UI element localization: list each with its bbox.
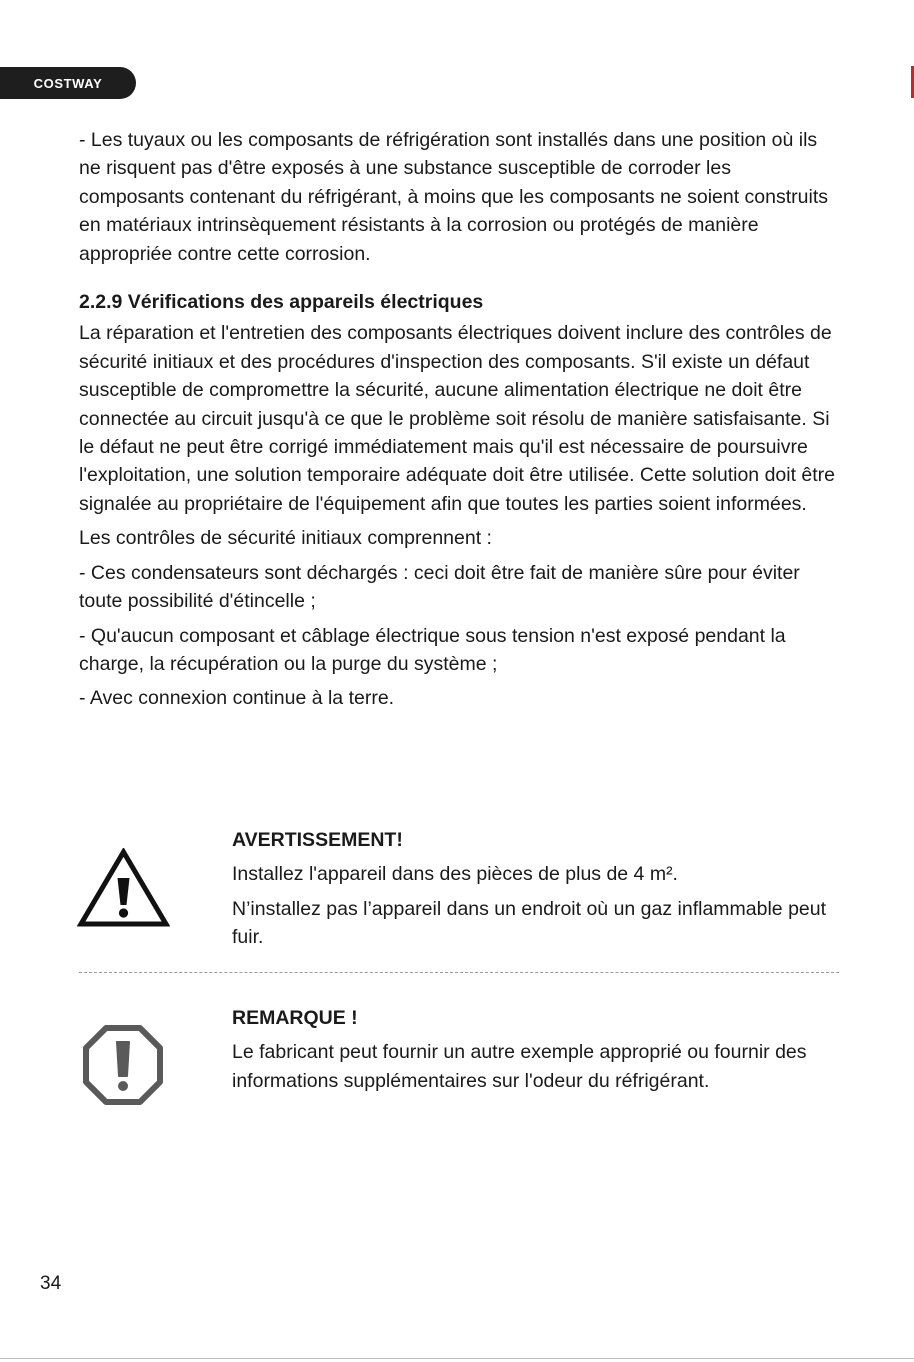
page-number: 34: [40, 1273, 62, 1294]
main-content: [79, 126, 839, 713]
section-divider: [79, 972, 839, 973]
note-text: [232, 1004, 832, 1095]
bottom-rule: [0, 1358, 914, 1359]
brand-tab: [0, 67, 136, 99]
warning-line-1: Installez l'appareil dans des pièces de plus de 4 m².: [232, 863, 678, 886]
list-item: - Qu'aucun composant et câblage électrique sous tension n'est exposé pendant la charge, la récupération ou la purge du système ;: [79, 624, 786, 675]
brand-logo: COSTWAY: [33, 75, 103, 91]
warning-text: [232, 826, 832, 952]
section-heading: 2.2.9 Vérifications des appareils électriques: [79, 291, 484, 314]
note-body: Le fabricant peut fournir un autre exemple approprié ou fournir des informations supplémentaires sur l'odeur du réfrigérant.: [232, 1041, 807, 1092]
warning-line-2: N’installez pas l’appareil dans un endroit où un gaz inflammable peut fuir.: [232, 897, 827, 949]
paragraph-repair: La réparation et l'entretien des composants électriques doivent inclure des contrôles de sécurité initiaux et des procédures d'inspection des composants. S'il existe un défaut susceptible de compromettre la sécurité, aucune alimentation électrique ne doit être connectée au circuit jusqu'à ce que le problème soit résolu de manière satisfaisante. Si le défaut ne peut être corrigé immédiatement mais qu'il est nécessaire de poursuivre l'exploitation, une solution temporaire adéquate doit être utilisée. Cette solution doit être signalée au propriétaire de l'équipement afin que toutes les parties soient informées.: [79, 322, 836, 515]
list-item: - Avec connexion continue à la terre.: [79, 687, 395, 710]
exclamation-octagon-icon: [82, 1024, 164, 1111]
paragraph-initial-checks: Les contrôles de sécurité initiaux comprennent :: [79, 527, 492, 550]
warning-triangle-icon: [77, 848, 170, 933]
note-title: REMARQUE !: [232, 1007, 358, 1029]
paragraph-corrosion: - Les tuyaux ou les composants de réfrigération sont installés dans une position où ils ne risquent pas d'être exposés à une substance susceptible de corroder les composants contenant du réfrigérant, à moins que les composants ne soient construits en matériaux intrinsèquement résistants à la corrosion ou protégés de manière appropriée contre cette corrosion.: [79, 129, 828, 265]
warning-title: AVERTISSEMENT!: [232, 829, 403, 851]
list-item: - Ces condensateurs sont déchargés : ceci doit être fait de manière sûre pour éviter toute possibilité d'étincelle ;: [79, 561, 800, 613]
